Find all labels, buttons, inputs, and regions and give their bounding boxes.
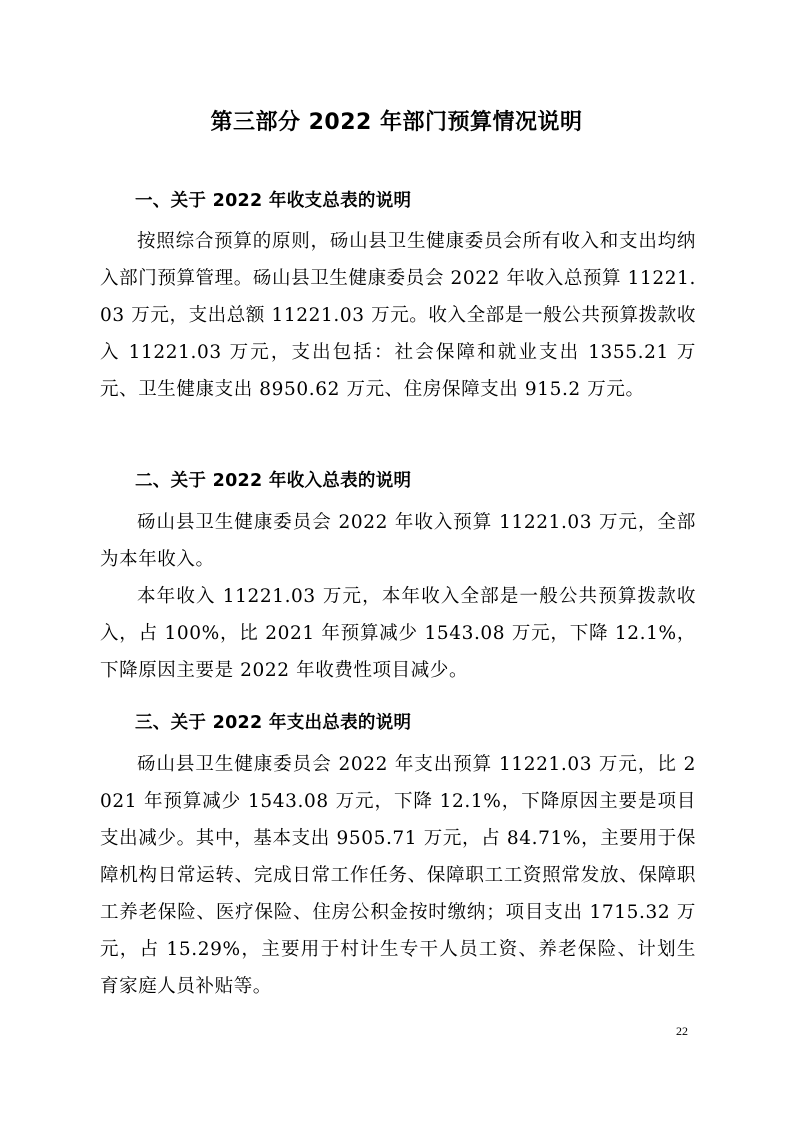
page-number: 22 [676,1024,688,1038]
section-2-paragraph-1: 砀山县卫生健康委员会 2022 年收入预算 11221.03 万元，全部为本年收入。 [100,512,696,570]
section-1-paragraph-1: 按照综合预算的原则，砀山县卫生健康委员会所有收入和支出均纳入部门预算管理。砀山县卫生健康委员会 2022 年收入总预算 11221.03 万元，支出总额 11221.03 万元。收入全部是一般公共预算拨款收入 11221.03 万元，支出包括：社会保障和就业支出 1355.21 万元、卫生健康支出 8950.62 万元、住房保障支出 915.2 万元。 [100,231,696,400]
section-2-paragraph-2: 本年收入 11221.03 万元，本年收入全部是一般公共预算拨款收入，占 100%，比 2021 年预算减少 1543.08 万元，下降 12.1%，下降原因主要是 2022 年收费性项目减少。 [100,586,696,681]
section-3-paragraph-1: 砀山县卫生健康委员会 2022 年支出预算 11221.03 万元，比 2021 年预算减少 1543.08 万元，下降 12.1%，下降原因主要是项目支出减少。其中，基本支出 9505.71 万元，占 84.71%，主要用于保障机构日常运转、完成日常工作任务、保障职工工资照常发放、保障职工养老保险、医疗保险、住房公积金按时缴纳；项目支出 1715.32 万元，占 15.29%，主要用于村计生专干人员工资、养老保险、计划生育家庭人员补贴等。 [100,754,696,997]
section-heading-3: 三、关于 2022 年支出总表的说明 [135,713,412,733]
section-heading-2: 二、关于 2022 年收入总表的说明 [135,471,412,491]
page-title: 第三部分 2022 年部门预算情况说明 [210,110,583,135]
section-heading-1: 一、关于 2022 年收支总表的说明 [135,191,412,211]
